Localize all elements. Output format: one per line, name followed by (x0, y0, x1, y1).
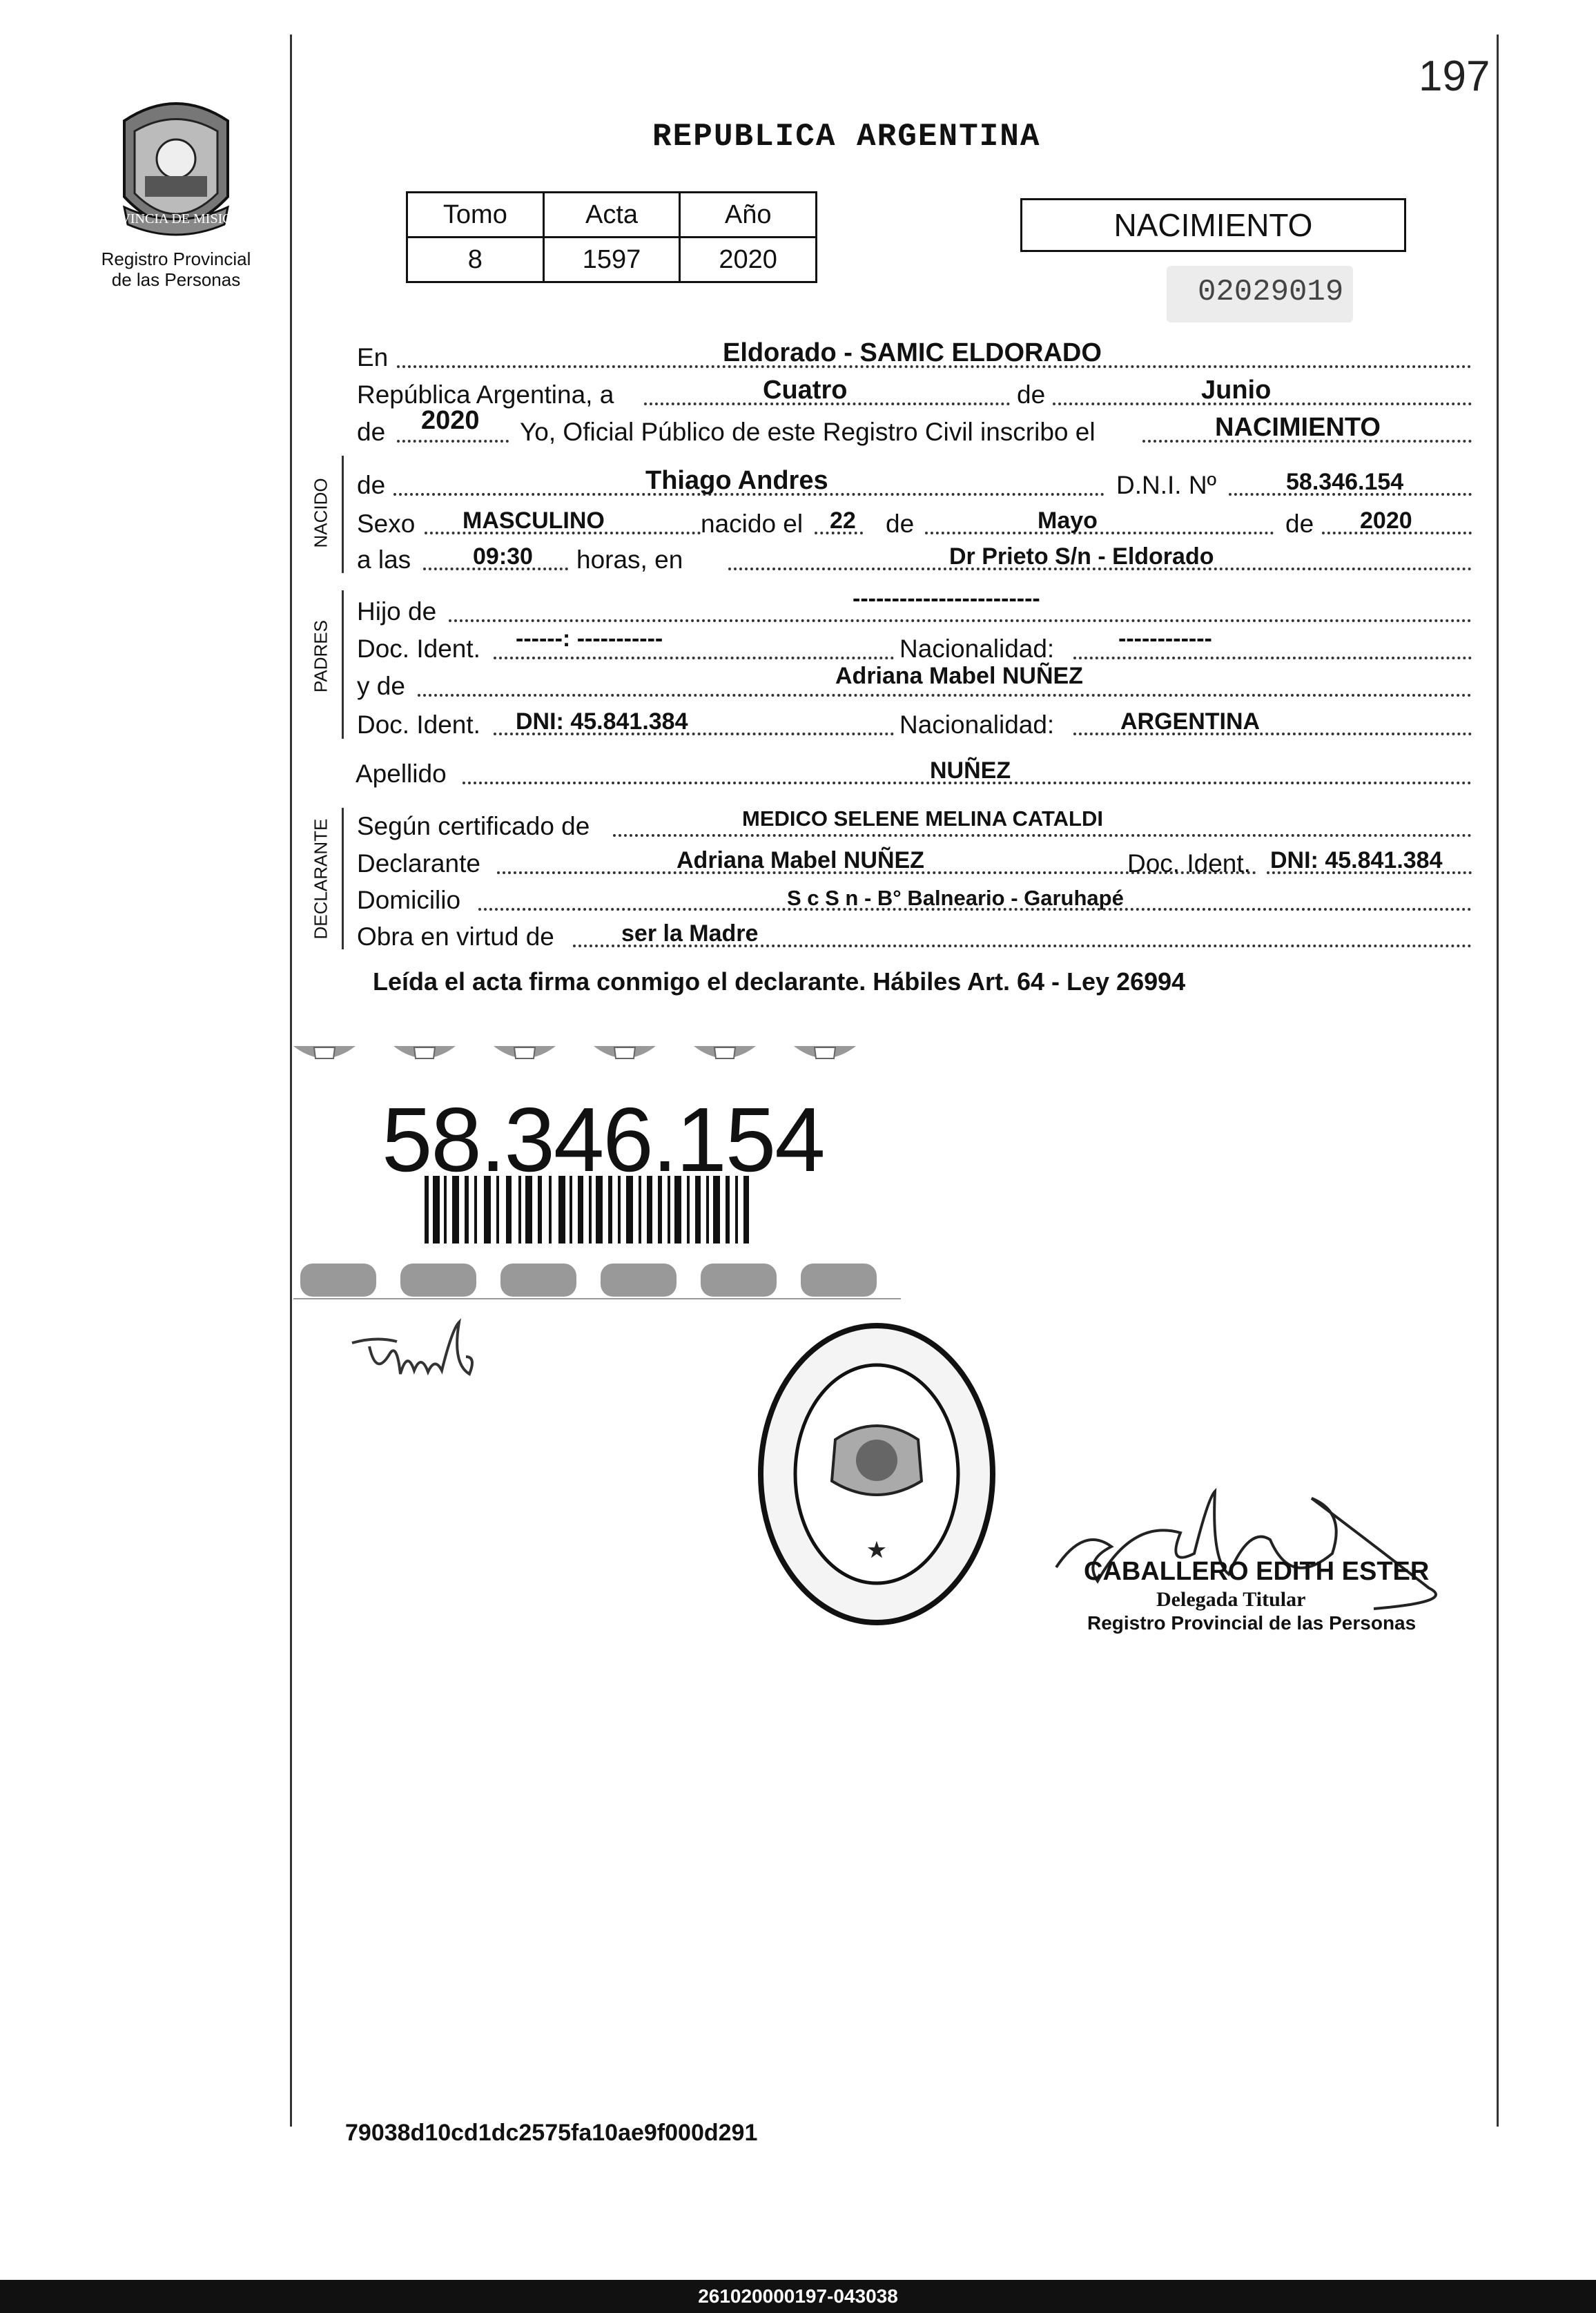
value-birth-day: 22 (830, 507, 856, 534)
value-father-nationality: ------------ (1118, 626, 1212, 652)
section-bar-padres (342, 590, 344, 739)
label-horas-en: horas, en (576, 545, 683, 574)
page-number: 197 (1419, 52, 1490, 100)
value-mother-doc: DNI: 45.841.384 (516, 708, 688, 735)
row-nacido-hora (356, 539, 1472, 576)
logo-caption-line-2: de las Personas (111, 269, 241, 290)
row-hijo-de (356, 585, 1472, 628)
label-hijo-de: Hijo de (357, 597, 437, 626)
row-certificado (356, 805, 1472, 842)
label-y-de: y de (357, 672, 405, 700)
value-day-text: Cuatro (763, 376, 848, 405)
label-dni: D.N.I. Nº (1116, 471, 1217, 499)
label-de-mes: de (886, 510, 915, 538)
doc-type-box: NACIMIENTO (1020, 198, 1406, 252)
row-nacido-nombre (356, 464, 1472, 501)
row-en (356, 336, 1472, 374)
value-declarante-doc: DNI: 45.841.384 (1270, 847, 1443, 873)
logo-text: PROVINCIA DE MISIONES (93, 211, 259, 226)
label-de-year: de (357, 418, 386, 446)
value-birth-year: 2020 (1360, 507, 1412, 534)
left-margin-line (290, 35, 292, 2127)
table-header-anio: Año (680, 193, 817, 238)
value-mother: Adriana Mabel NUÑEZ (835, 663, 1083, 689)
label-de-anio: de (1285, 510, 1314, 538)
label-doc-ident-2: Doc. Ident. (357, 710, 480, 739)
official-name: CABALLERO EDITH ESTER (1084, 1557, 1430, 1586)
value-father: ------------------------ (853, 585, 1040, 612)
row-inscribo (356, 406, 1472, 448)
label-obra: Obra en virtud de (357, 922, 554, 951)
value-certificado: MEDICO SELENE MELINA CATALDI (742, 806, 1103, 831)
value-sexo: MASCULINO (463, 507, 605, 534)
dots (418, 694, 1472, 697)
value-apellido: NUÑEZ (930, 757, 1011, 784)
label-domicilio: Domicilio (357, 886, 461, 914)
value-year: 2020 (421, 406, 480, 435)
svg-text:★: ★ (867, 1539, 886, 1562)
dni-sticker (293, 1039, 901, 1299)
document-hash: 79038d10cd1dc2575fa10ae9f000d291 (345, 2120, 758, 2146)
row-obra (356, 916, 1472, 953)
sticker-dni-number: 58.346.154 (382, 1089, 824, 1190)
label-declarante: Declarante (357, 849, 480, 878)
label-doc-ident: Doc. Ident. (357, 635, 480, 663)
dots (494, 657, 894, 659)
record-table (406, 191, 817, 283)
section-bar-nacido (342, 456, 344, 573)
value-child-dni: 58.346.154 (1286, 469, 1404, 495)
bottom-code-bar: 261020000197-043038 (0, 2280, 1596, 2313)
dots (449, 619, 1472, 622)
row-republica (356, 374, 1472, 411)
official-signature (1042, 1484, 1470, 1643)
value-inscribo: NACIMIENTO (1215, 413, 1381, 442)
label-de-nombre: de (357, 471, 386, 499)
value-birth-time: 09:30 (473, 543, 533, 570)
section-label-declarante: DECLARANTE (310, 818, 331, 940)
table-header-tomo: Tomo (407, 193, 544, 238)
declarant-signature (349, 1315, 487, 1391)
row-apellido (356, 753, 1472, 790)
reading-note: Leída el acta firma conmigo el declarante. Hábiles Art. 64 - Ley 26994 (373, 967, 1186, 996)
value-father-doc: ------: ----------- (516, 626, 663, 652)
section-label-padres: PADRES (310, 620, 331, 693)
logo-caption (83, 249, 269, 290)
dots (1073, 657, 1472, 659)
row-nacido-sexo (356, 503, 1472, 540)
right-margin-line (1497, 35, 1499, 2127)
label-en: En (357, 343, 389, 371)
value-month-text: Junio (1201, 376, 1272, 405)
row-madre-doc (356, 704, 1472, 741)
table-header-acta: Acta (543, 193, 680, 238)
label-certificado: Según certificado de (357, 812, 590, 840)
value-obra: ser la Madre (621, 920, 759, 947)
dots (397, 440, 509, 443)
table-value-anio: 2020 (680, 238, 817, 282)
label-republica: República Argentina, a (357, 380, 614, 409)
serial-stamp-number: 02029019 (1198, 275, 1344, 309)
label-nacido-el: nacido el (701, 510, 804, 538)
value-declarante-name: Adriana Mabel NUÑEZ (677, 847, 924, 873)
row-domicilio (356, 879, 1472, 916)
document-title: REPUBLICA ARGENTINA (652, 119, 1041, 155)
table-value-acta: 1597 (543, 238, 680, 282)
dots (925, 532, 1274, 534)
dots (613, 834, 1472, 837)
section-label-nacido: NACIDO (310, 478, 331, 548)
label-sexo: Sexo (357, 510, 416, 538)
value-mother-nationality: ARGENTINA (1120, 708, 1261, 735)
provincial-logo (93, 93, 259, 245)
label-doc-ident-declarante: Doc. Ident. (1127, 849, 1251, 878)
label-nacionalidad: Nacionalidad: (899, 635, 1055, 663)
value-birth-month: Mayo (1038, 507, 1098, 534)
value-place: Eldorado - SAMIC ELDORADO (723, 338, 1102, 367)
row-padre-doc (356, 628, 1472, 665)
label-nacionalidad-2: Nacionalidad: (899, 710, 1055, 739)
value-birth-place: Dr Prieto S/n - Eldorado (949, 543, 1214, 570)
table-value-tomo: 8 (407, 238, 544, 282)
value-child-name: Thiago Andres (645, 466, 828, 495)
row-declarante (356, 842, 1472, 880)
logo-caption-line-1: Registro Provincial (101, 249, 251, 269)
label-de: de (1017, 380, 1046, 409)
official-org: Registro Provincial de las Personas (1087, 1612, 1417, 1634)
label-a-las: a las (357, 545, 411, 574)
label-apellido: Apellido (356, 759, 447, 788)
section-bar-declarante (342, 808, 344, 949)
official-seal (752, 1315, 1001, 1633)
row-y-de (356, 665, 1472, 702)
value-domicilio: S c S n - B° Balneario - Garuhapé (787, 886, 1124, 910)
official-role: Delegada Titular (1156, 1588, 1306, 1611)
label-yo: Yo, Oficial Público de este Registro Civil inscribo el (520, 418, 1096, 446)
